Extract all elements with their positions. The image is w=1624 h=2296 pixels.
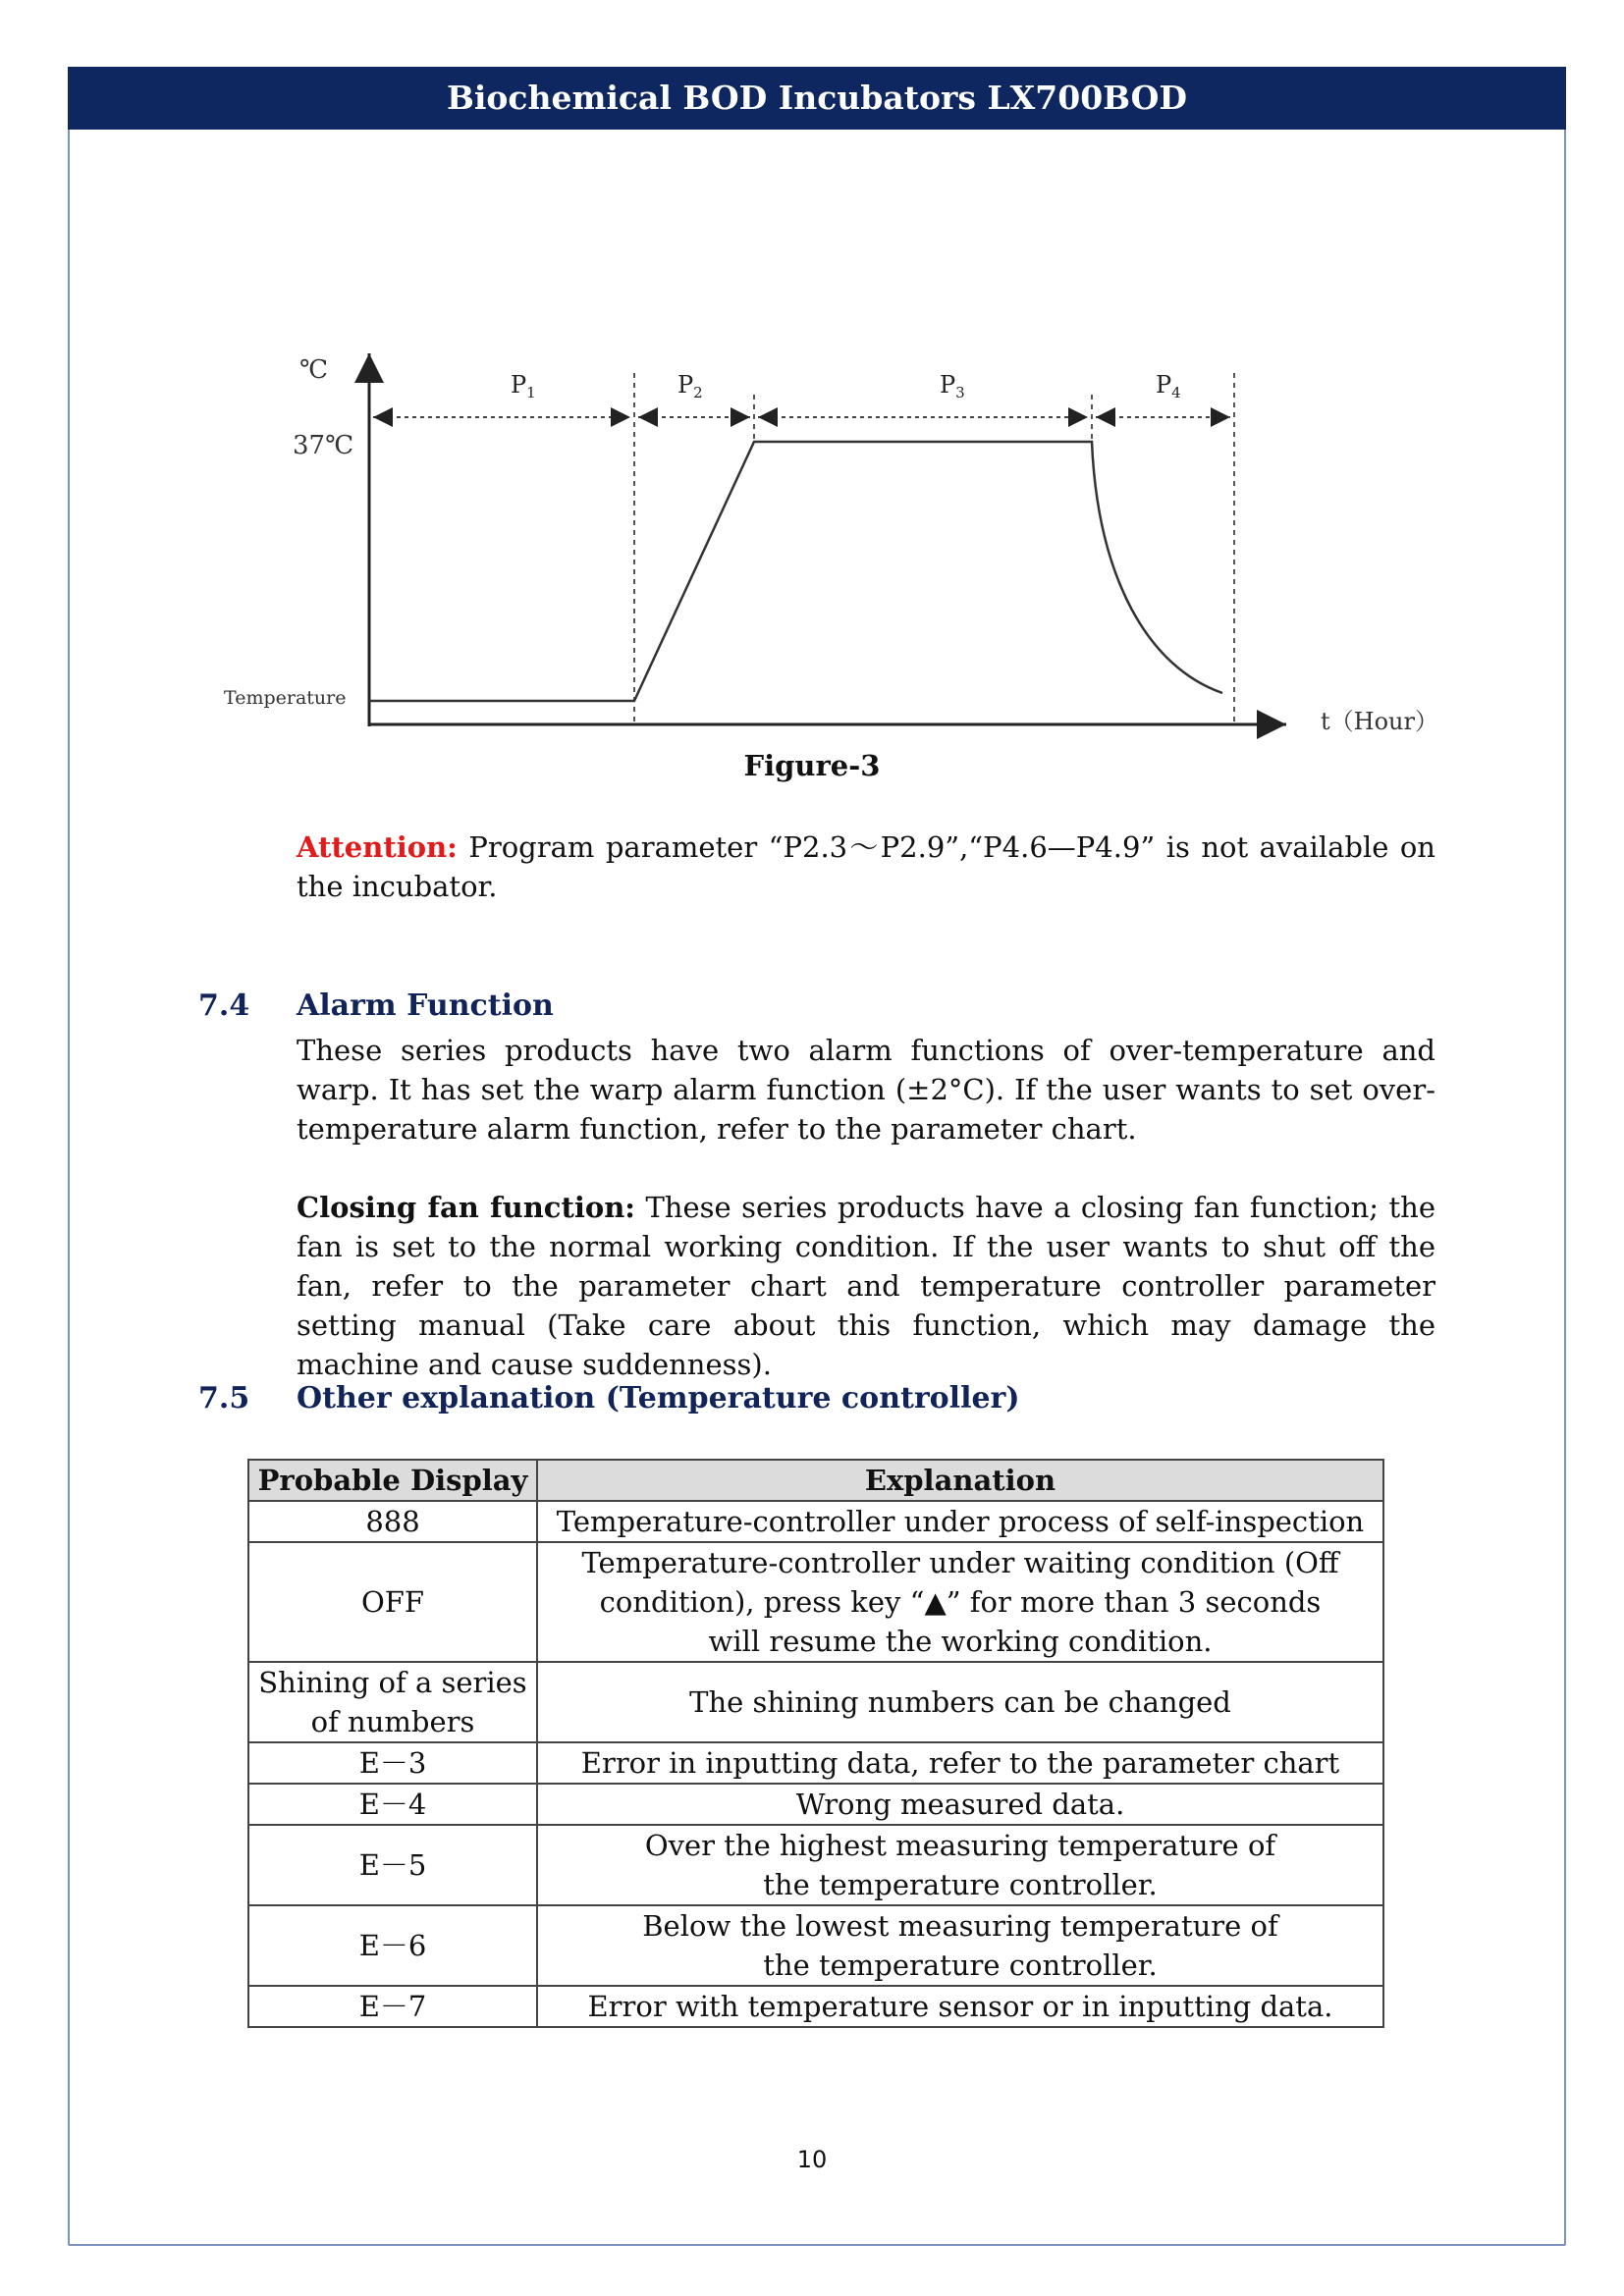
phase-label-p1: $P_1$ (511, 371, 536, 401)
closing-fan-label: Closing fan function: (297, 1191, 636, 1224)
section-number-7-4: 7.4 (198, 988, 250, 1023)
figure-caption: Figure-3 (743, 749, 881, 782)
table-row (248, 1662, 1383, 1742)
display-cell: E－7 (248, 1986, 537, 2027)
attention-text: Program parameter “P2.3～P2.9”,“P4.6—P4.9” is not available on the incubator. (297, 830, 1435, 903)
table-row (248, 1501, 1383, 1542)
temperature-curve (369, 442, 1222, 701)
explanation-cell: Over the highest measuring temperature of the temperature controller. (537, 1825, 1383, 1905)
table-header-row (248, 1460, 1383, 1501)
explanation-cell: Error with temperature sensor or in inputting data. (537, 1986, 1383, 2027)
attention-note (297, 828, 1435, 906)
section-number-7-5: 7.5 (198, 1381, 250, 1415)
section-title-alarm: Alarm Function (297, 988, 554, 1023)
error-display-table (247, 1459, 1384, 2028)
temp-37-label: 37℃ (293, 431, 354, 460)
explanation-cell: Temperature-controller under process of self-inspection (537, 1501, 1383, 1542)
phase-label-p4: $P_4$ (1156, 371, 1181, 401)
alarm-paragraph: These series products have two alarm functions of over-temperature and warp. It has set the warp alarm function (±2°C). If the user wants to set over-temperature alarm function, refer to the parameter chart. (297, 1034, 1435, 1146)
explanation-cell: Error in inputting data, refer to the parameter chart (537, 1742, 1383, 1784)
display-cell: E－5 (248, 1825, 537, 1905)
display-cell: 888 (248, 1501, 537, 1542)
attention-label: Attention: (297, 830, 458, 864)
temperature-profile-diagram (196, 334, 1473, 746)
display-cell: E－4 (248, 1784, 537, 1825)
unit-label: ℃ (299, 355, 329, 385)
closing-fan-paragraph (297, 1188, 1435, 1384)
explanation-cell: Temperature-controller under waiting condition (Off condition), press key “▲” for more than 3 seconds will resume the working condition. (537, 1542, 1383, 1662)
explanation-cell: Wrong measured data. (537, 1784, 1383, 1825)
table-row (248, 1905, 1383, 1986)
table-row (248, 1742, 1383, 1784)
phase-label-p3: $P_3$ (940, 371, 965, 401)
display-cell: E－3 (248, 1742, 537, 1784)
explanation-cell: The shining numbers can be changed (537, 1662, 1383, 1742)
phase-label-p2: $P_2$ (677, 371, 703, 401)
y-caption: Temperature (224, 687, 347, 709)
column-header-display: Probable Display (248, 1460, 537, 1501)
column-header-explanation: Explanation (537, 1460, 1383, 1501)
table-row (248, 1542, 1383, 1662)
display-cell: OFF (248, 1542, 537, 1662)
table-row (248, 1825, 1383, 1905)
page-header: Biochemical BOD Incubators LX700BOD (68, 67, 1566, 130)
display-cell: Shining of a series of numbers (248, 1662, 537, 1742)
explanation-cell: Below the lowest measuring temperature of the temperature controller. (537, 1905, 1383, 1986)
table-row (248, 1784, 1383, 1825)
x-caption: t（Hour） (1321, 708, 1438, 735)
closing-fan-text: These series products have a closing fan function; the fan is set to the normal working condition. If the user wants to shut off the fan, refer to the parameter chart and temperature controller parameter setting manual (Take care about this function, which may damage the machine and cause suddenness). (297, 1191, 1435, 1381)
section-title-other: Other explanation (Temperature controller) (297, 1381, 1020, 1415)
page-number: 10 (796, 2146, 828, 2173)
display-cell: E－6 (248, 1905, 537, 1986)
table-row (248, 1986, 1383, 2027)
